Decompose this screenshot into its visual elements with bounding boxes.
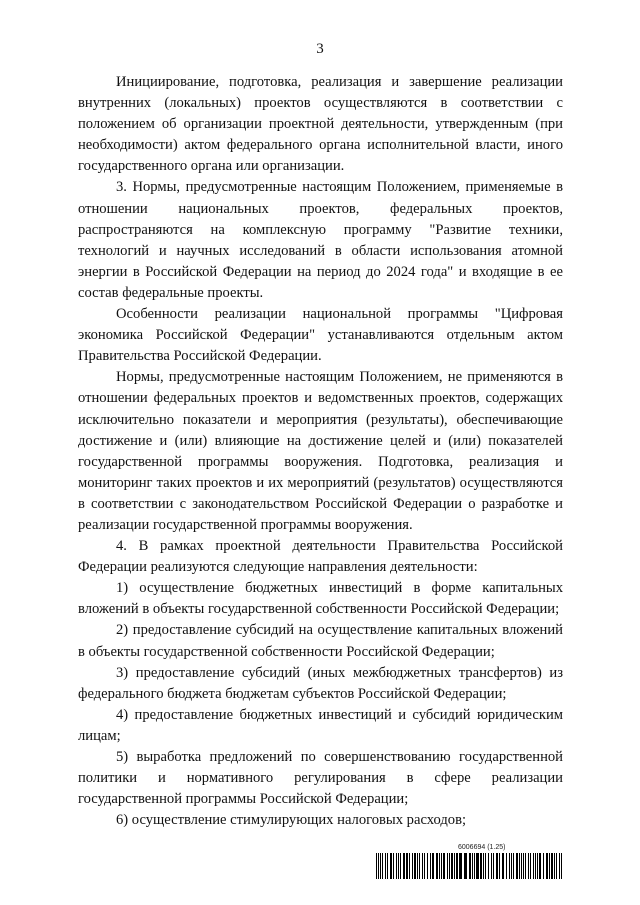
- paragraph-clause-3: 3. Нормы, предусмотренные настоящим Положением, применяемые в отношении национальных проектов, федеральных проектов, распространяются на комплексную программу "Развитие техники, технологий и научных исследований в области использования атомной энергии в Российской Федерации на период до 2024 года" и входящие в ее состав федеральные проекты.: [78, 179, 563, 301]
- paragraph-armament-program: Нормы, предусмотренные настоящим Положением, не применяются в отношении федеральных проектов и ведомственных проектов, содержащих исключительно показатели и мероприятия (результаты), обеспечивающие достижение и (или) влияющие на достижение целей и (или) показателей государственной программы вооружения. Подготовка, реализация и мониторинг таких проектов и их мероприятий (результатов) осуществляются в соответствии с законодательством Российской Федерации о разработке и реализации государственной программы вооружения.: [78, 369, 563, 533]
- list-item-3: 3) предоставление субсидий (иных межбюджетных трансфертов) из федерального бюджета бюджетам субъектов Российской Федерации;: [78, 664, 563, 702]
- list-item-2: 2) предоставление субсидий на осуществление капитальных вложений в объекты государственной собственности Российской Федерации;: [78, 622, 563, 660]
- barcode-icon: [376, 853, 566, 879]
- paragraph-digital-economy: Особенности реализации национальной программы "Цифровая экономика Российской Федерации" устанавливаются отдельным актом Правительства Российской Федерации.: [78, 306, 563, 365]
- list-item-5: 5) выработка предложений по совершенствованию государственной политики и нормативного регулирования в сфере реализации государственной программы Российской Федерации;: [78, 749, 563, 808]
- list-item-1: 1) осуществление бюджетных инвестиций в форме капитальных вложений в объекты государственной собственности Российской Федерации;: [78, 580, 563, 618]
- list-item-4: 4) предоставление бюджетных инвестиций и субсидий юридическим лицам;: [78, 706, 563, 744]
- list-item-6: 6) осуществление стимулирующих налоговых расходов;: [116, 812, 467, 829]
- page-number: 3: [316, 41, 324, 57]
- paragraph-clause-4: 4. В рамках проектной деятельности Правительства Российской Федерации реализуются следующие направления деятельности:: [78, 538, 563, 576]
- paragraph-initiation: Инициирование, подготовка, реализация и завершение реализации внутренних (локальных) проектов осуществляются в соответствии с положением об организации проектной деятельности, утвержденным (при необходимости) актом федерального органа исполнительной власти, иного государственного органа или организации.: [78, 74, 563, 175]
- document-body: [78, 72, 563, 831]
- document-code: 6006694 (1.25): [458, 844, 506, 851]
